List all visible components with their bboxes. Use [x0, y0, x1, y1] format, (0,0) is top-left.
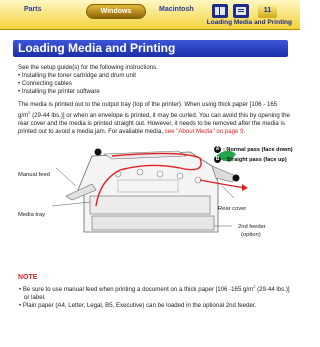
- page-title: Loading Media and Printing: [18, 41, 176, 55]
- label-manual-feed: Manual feed: [18, 172, 50, 178]
- body-paragraph: The media is printed out to the output tray (top of the printer). When using thick paper [106 - 165 $g/m^2$ (29-44 lbs.)] or when an envelope is printed, it may be curled. You can avoid this by opening the rear cover and the media is printed straight out. However, it needs to be removed after the media is printed out to avoid a media jam. For available media, see "About Media" on page 9.: [18, 101, 290, 136]
- tab-parts[interactable]: Parts: [24, 6, 42, 13]
- tab-macintosh[interactable]: Macintosh: [159, 6, 194, 13]
- contents-icon[interactable]: [212, 4, 228, 18]
- marker-a-icon: A: [215, 146, 220, 152]
- label-media-tray: Media tray: [18, 212, 46, 218]
- list-item: • Installing the printer software: [18, 88, 290, 96]
- label-2nd-feeder: 2nd feeder: [238, 224, 266, 230]
- section-title: Loading Media and Printing: [206, 19, 292, 26]
- label-feeder-option: (option): [241, 232, 261, 238]
- printer-diagram: [0, 140, 300, 240]
- list-item: • Plain paper (A4, Letter, Legal, B5, Executive) can be loaded in the optional 2nd feeder.: [18, 302, 290, 310]
- intro-list: [18, 72, 290, 96]
- marker-b-icon: B: [215, 156, 220, 162]
- intro-lead: See the setup guide(s) for the following instructions.: [18, 64, 158, 71]
- legend-normal-pass: A : Normal pass (face down): [215, 146, 293, 153]
- tab-windows[interactable]: Windows: [86, 4, 146, 19]
- index-icon[interactable]: [233, 4, 249, 18]
- list-item: • Be sure to use manual feed when printing a document on a thick paper [106 -165 $g/m^2$ (29-44 lbs.)] or label.: [18, 283, 290, 302]
- note-list: [18, 283, 290, 310]
- note-title: NOTE: [18, 274, 38, 281]
- page-number-badge: 11: [258, 4, 277, 18]
- label-rear-cover: Rear cover: [218, 206, 247, 212]
- title-banner: [13, 40, 288, 57]
- intro-section: [18, 64, 290, 96]
- list-item: • Connecting cables: [18, 80, 290, 88]
- legend-straight-pass: B : Straight pass (face up): [215, 156, 287, 163]
- list-item: • Installing the toner cartridge and drum unit: [18, 72, 290, 80]
- top-navigation-bar: [0, 0, 300, 30]
- about-media-link[interactable]: see "About Media" on page 9: [164, 128, 244, 136]
